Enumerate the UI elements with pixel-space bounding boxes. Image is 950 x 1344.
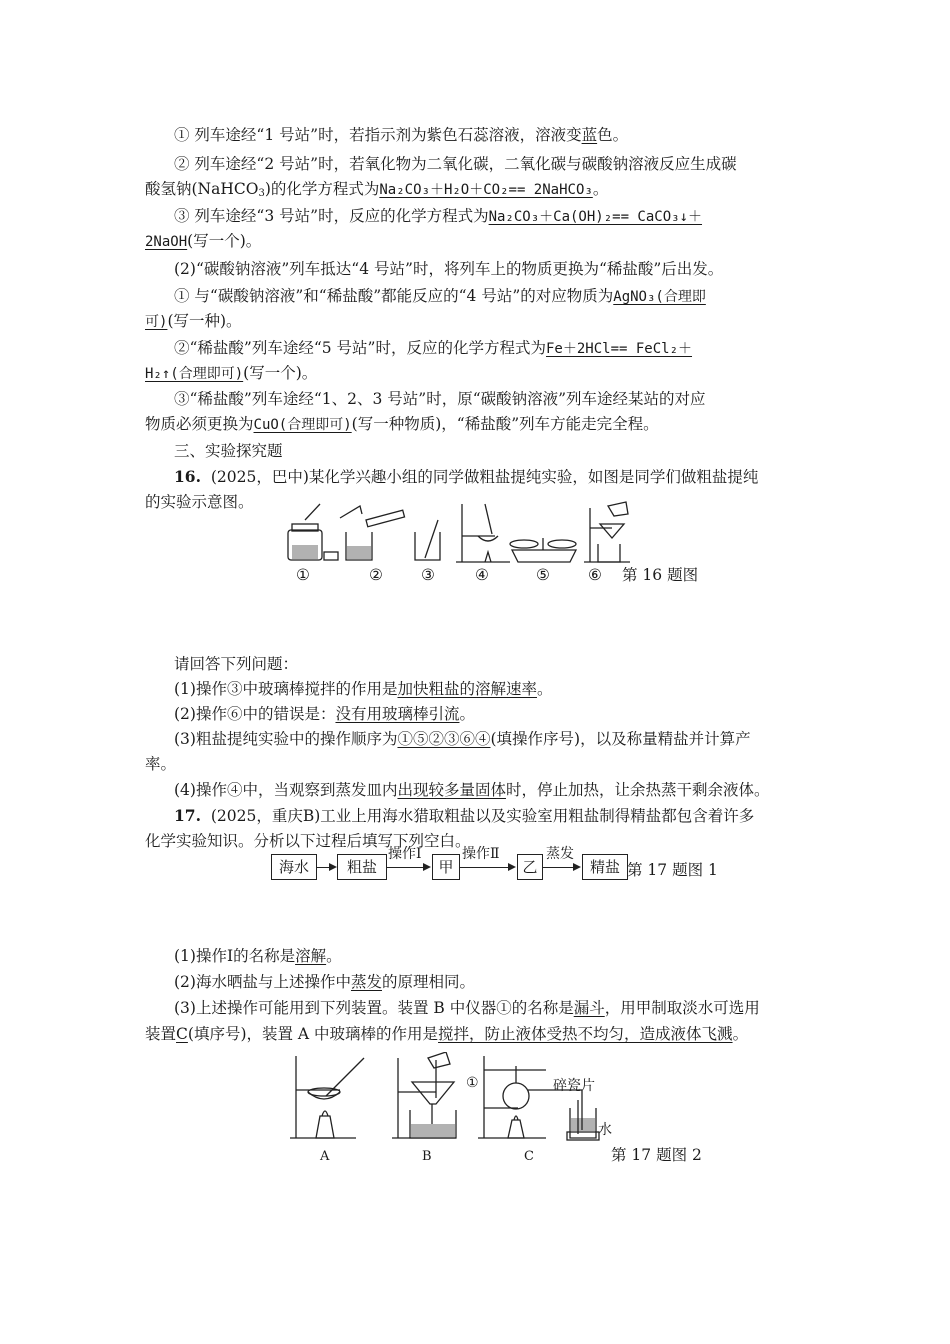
q16-ask: 请回答下列问题： (174, 655, 299, 673)
q17-fig-label-a: A (320, 1149, 330, 1164)
q17-caption-1: 第 17 题图 1 (627, 861, 718, 879)
q16-caption: 第 16 题图 (622, 566, 699, 584)
q17-fig-label-b: B (422, 1149, 432, 1164)
answer-blank: Fe＋2HCl== FeCl₂＋ (546, 341, 693, 357)
q17-fig-circle1: ① (466, 1075, 479, 1091)
q16-label-2: ② (369, 566, 383, 584)
q16-label-6: ⑥ (588, 566, 602, 584)
flow-op-3: 蒸发 (546, 846, 574, 862)
q15-line-6: (2)“碳酸钠溶液”列车抵达“4 号站”时，将列车上的物质更换为“稀盐酸”后出发。 (174, 260, 724, 278)
answer-blank: 没有用玻璃棒引流 (335, 705, 460, 723)
answer-blank: ①⑤②③⑥④ (397, 730, 491, 748)
q16-a1: (1)操作③中玻璃棒搅拌的作用是加快粗盐的溶解速率。 (174, 680, 553, 698)
q16-label-3: ③ (421, 566, 435, 584)
q17-a1: (1)操作Ⅰ的名称是溶解。 (174, 947, 342, 965)
q15-line-3: 酸氢钠(NaHCO$_3$)的化学方程式为Na₂CO₃＋H₂O＋CO₂== 2NaHCO₃。 (145, 180, 609, 199)
q16-label-5: ⑤ (536, 566, 550, 584)
answer-blank: 搅拌，防止液体受热不均匀，造成液体飞溅 (438, 1025, 733, 1043)
q17-a2: (2)海水晒盐与上述操作中蒸发的原理相同。 (174, 973, 475, 991)
flow-box-refined-salt: 精盐 (582, 854, 628, 880)
q15-line-8: 可)(写一种)。 (145, 312, 242, 330)
answer-blank: 2NaOH (145, 234, 188, 250)
q16-a3-cont: 率。 (145, 755, 177, 773)
q15-line-10: H₂↑(合理即可)(写一个)。 (145, 364, 318, 382)
answer-blank: 出现较多量固体 (397, 781, 506, 799)
flow-arrow (543, 867, 579, 868)
q15-line-5: 2NaOH(写一个)。 (145, 232, 262, 250)
q17-fig-shards: 碎瓷片 (553, 1078, 595, 1094)
question-number: 16. (174, 467, 201, 486)
flow-box-yi: 乙 (517, 854, 543, 880)
q16-stem-1: 16. (2025，巴中)某化学兴趣小组的同学做粗盐提纯实验，如图是同学们做粗盐提纯 (174, 467, 759, 486)
answer-blank: 蒸发 (350, 973, 382, 991)
q16-label-1: ① (296, 566, 310, 584)
flow-op-1: 操作Ⅰ (388, 846, 422, 862)
answer-blank: AgNO₃(合理即 (613, 289, 706, 305)
answer-blank: CuO(合理即可) (253, 417, 352, 433)
q17-caption-2: 第 17 题图 2 (611, 1146, 702, 1164)
q15-line-1: ① 列车途经“1 号站”时，若指示剂为紫色石蕊溶液，溶液变蓝色。 (174, 126, 629, 144)
q17-figure-2 (286, 1052, 626, 1144)
section-heading: 三、实验探究题 (174, 442, 283, 460)
answer-blank: 蓝 (581, 126, 598, 144)
answer-blank: Na₂CO₃＋Ca(OH)₂== CaCO₃↓＋ (488, 209, 703, 225)
answer-blank: H₂↑(合理即可) (145, 366, 244, 382)
answer-blank: 加快粗盐的溶解速率 (397, 680, 537, 698)
q17-fig-water: 水 (598, 1122, 612, 1138)
flow-arrow (317, 867, 335, 868)
flow-arrow (460, 867, 514, 868)
q17-a3: (3)上述操作可能用到下列装置。装置 B 中仪器①的名称是漏斗，用甲制取淡水可选用 (174, 999, 760, 1017)
q16-a2: (2)操作⑥中的错误是：没有用玻璃棒引流。 (174, 705, 475, 723)
q16-label-4: ④ (475, 566, 489, 584)
flow-box-seawater: 海水 (271, 854, 317, 880)
answer-blank: 溶解 (295, 947, 327, 965)
flow-arrow (387, 867, 429, 868)
q15-line-4: ③ 列车途经“3 号站”时，反应的化学方程式为Na₂CO₃＋Ca(OH)₂== CaCO₃↓＋ (174, 207, 703, 225)
flow-op-2: 操作Ⅱ (462, 846, 500, 862)
flow-box-jia: 甲 (432, 854, 460, 880)
answer-blank: Na₂CO₃＋H₂O＋CO₂== 2NaHCO₃ (379, 182, 593, 198)
q15-line-9: ②“稀盐酸”列车途经“5 号站”时，反应的化学方程式为Fe＋2HCl== FeCl₂＋ (174, 339, 693, 357)
flow-box-crude-salt: 粗盐 (337, 854, 387, 880)
q16-a3: (3)粗盐提纯实验中的操作顺序为①⑤②③⑥④(填操作序号)，以及称量精盐并计算产 (174, 730, 751, 748)
q15-line-11: ③“稀盐酸”列车途经“1、2、3 号站”时，原“碳酸钠溶液”列车途经某站的对应 (174, 390, 706, 408)
answer-blank: C (176, 1025, 188, 1043)
q17-a3-cont: 装置C(填序号)，装置 A 中玻璃棒的作用是搅拌，防止液体受热不均匀，造成液体飞溅。 (145, 1025, 749, 1043)
answer-blank: 可) (145, 314, 168, 330)
q15-line-12: 物质必须更换为CuO(合理即可)(写一种物质)，“稀盐酸”列车方能走完全程。 (145, 415, 659, 433)
q15-line-2: ② 列车途经“2 号站”时，若氧化物为二氧化碳，二氧化碳与碳酸钠溶液反应生成碳 (174, 155, 737, 173)
q17-fig-label-c: C (524, 1149, 534, 1164)
q16-a4: (4)操作④中，当观察到蒸发皿内出现较多量固体时，停止加热，让余热蒸干剩余液体。 (174, 781, 770, 799)
q15-line-7: ① 与“碳酸钠溶液”和“稀盐酸”都能反应的“4 号站”的对应物质为AgNO₃(合理即 (174, 287, 706, 305)
q16-stem-2: 的实验示意图。 (145, 493, 254, 511)
q17-stem-2: 化学实验知识。分析以下过程后填写下列空白。 (145, 832, 471, 850)
answer-blank: 漏斗 (573, 999, 605, 1017)
question-number: 17. (174, 806, 201, 825)
q17-stem-1: 17. (2025，重庆B)工业上用海水猎取粗盐以及实验室用粗盐制得精盐都包含着许多 (174, 806, 755, 825)
